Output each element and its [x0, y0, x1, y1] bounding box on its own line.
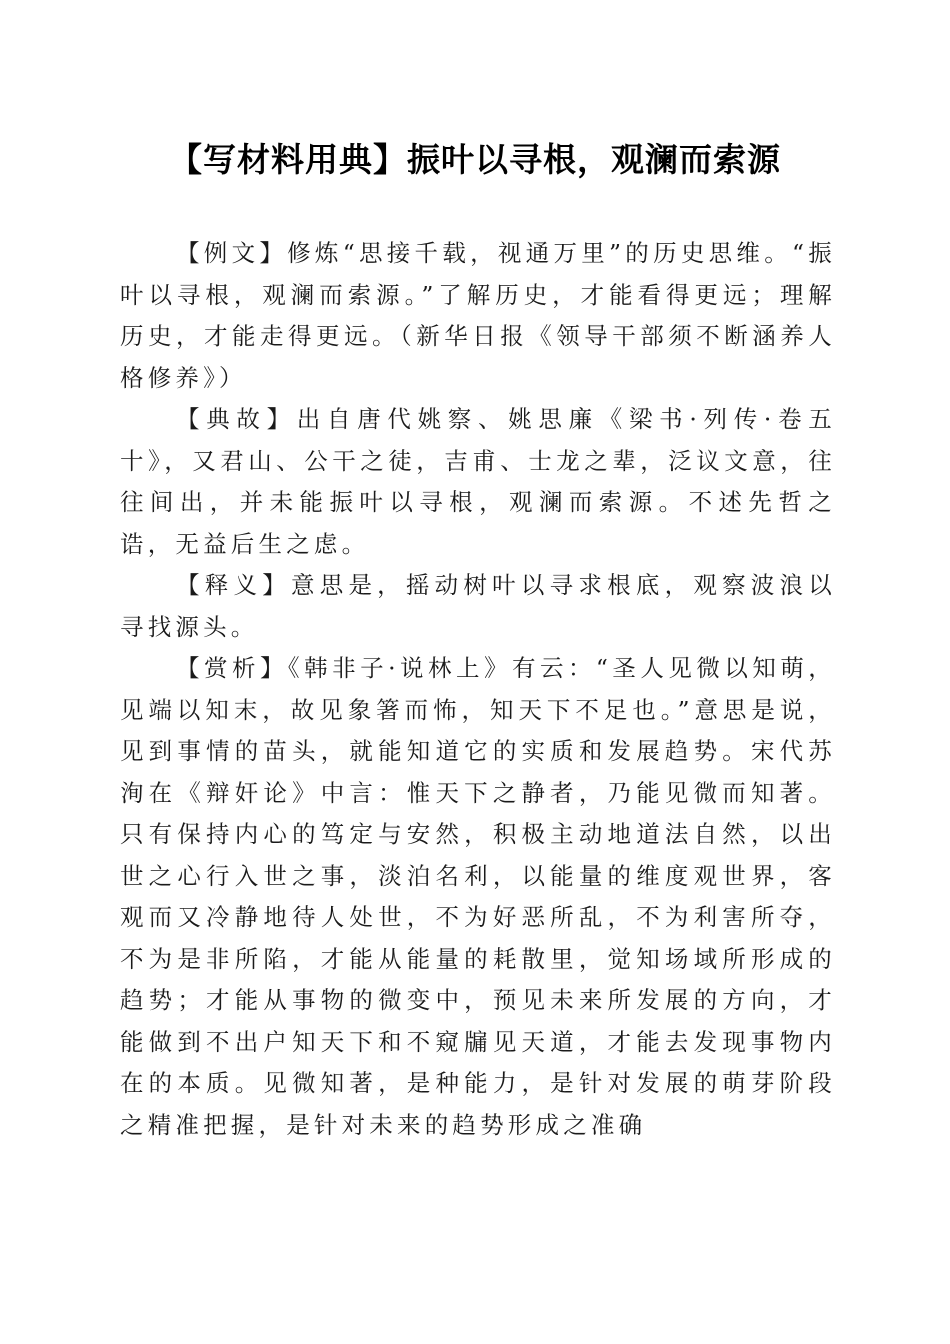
document-title: 【写材料用典】振叶以寻根，观澜而索源 — [169, 140, 781, 179]
paragraph-meaning: 【释义】意思是，摇动树叶以寻求根底，观察波浪以寻找源头。 — [120, 571, 836, 641]
document-body — [120, 233, 836, 1146]
paragraph-example: 【例文】修炼“思接千载，视通万里”的历史思维。“振叶以寻根，观澜而索源。”了解历史，才能看得更远；理解历史，才能走得更远。（新华日报《领导干部须不断涵养人格修养》） — [120, 239, 836, 392]
paragraph-appreciation: 【赏析】《韩非子·说林上》有云：“圣人见微以知萌，见端以知末，故见象箸而怖，知天下不足也。”意思是说，见到事情的苗头，就能知道它的实质和发展趋势。宋代苏洵在《辩奸论》中言：惟天下之静者，乃能见微而知著。只有保持内心的笃定与安然，积极主动地道法自然，以出世之心行入世之事，淡泊名利，以能量的维度观世界，客观而又冷静地待人处世，不为好恶所乱，不为利害所夺，不为是非所陷，才能从能量的耗散里，觉知场域所形成的趋势；才能从事物的微变中，预见未来所发展的方向，才能做到不出户知天下和不窥牖见天道，才能去发现事物内在的本质。见微知著，是种能力，是针对发展的萌芽阶段之精准把握，是针对未来的趋势形成之准确 — [120, 654, 836, 1139]
paragraph-allusion: 【典故】出自唐代姚察、姚思廉《梁书·列传·卷五十》，又君山、公干之徒，吉甫、士龙之辈，泛议文意，往往间出，并未能振叶以寻根，观澜而索源。不述先哲之诰，无益后生之虑。 — [120, 405, 836, 558]
